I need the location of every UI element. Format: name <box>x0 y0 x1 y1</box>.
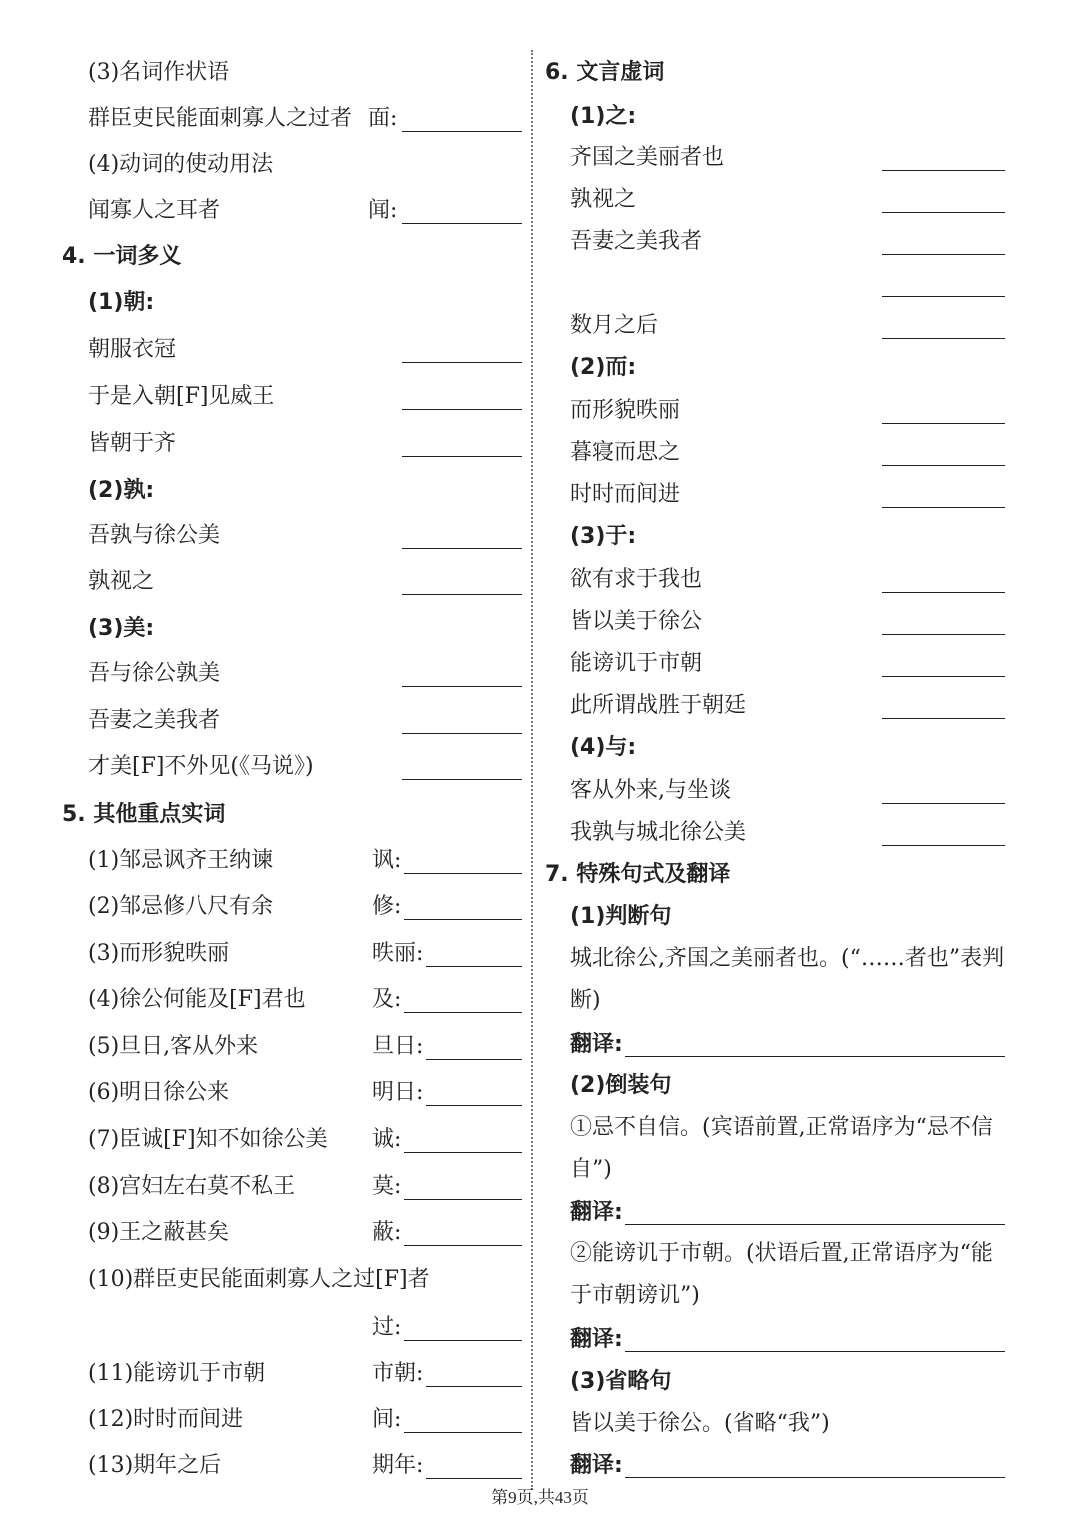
answer-blank[interactable] <box>402 686 522 687</box>
answer-blank[interactable] <box>882 254 1005 255</box>
s7-3-text: 皆以美于徐公。(省略“我”) <box>570 1411 830 1436</box>
s7-2-b-text: ②能谤讥于市朝。(状语后置,正常语序为“能于市朝谤讥”) <box>570 1241 993 1308</box>
list-item: (5)旦日,客从外来 <box>88 1034 259 1059</box>
word-label: 诚: <box>372 1127 402 1152</box>
answer-blank[interactable] <box>404 1245 522 1246</box>
s3-4-item: 闻寡人之耳者 <box>88 198 221 223</box>
answer-blank[interactable] <box>402 594 522 595</box>
list-item: 孰视之 <box>88 569 155 594</box>
list-item: 吾妻之美我者 <box>88 708 221 733</box>
list-item: 才美[F]不外见(《马说》) <box>88 754 314 779</box>
answer-blank[interactable] <box>402 548 522 549</box>
s6-4-title: (4)与: <box>570 735 637 760</box>
list-item: (11)能谤讥于市朝 <box>88 1361 266 1386</box>
answer-blank[interactable] <box>426 966 522 967</box>
answer-blank[interactable] <box>426 1478 522 1479</box>
list-item: 欲有求于我也 <box>570 567 703 592</box>
answer-blank[interactable] <box>882 212 1005 213</box>
section-5-title: 5. 其他重点实词 <box>62 802 226 827</box>
s7-1-text: 城北徐公,齐国之美丽者也。(“……者也”表判断) <box>570 946 1005 1013</box>
answer-blank[interactable] <box>402 409 522 410</box>
word-label: 明日: <box>372 1080 424 1105</box>
answer-blank[interactable] <box>882 170 1005 171</box>
section-7-title: 7. 特殊句式及翻译 <box>545 862 731 887</box>
list-item: (4)徐公何能及[F]君也 <box>88 987 306 1012</box>
list-item: 吾与徐公孰美 <box>88 661 221 686</box>
s6-2-title: (2)而: <box>570 355 637 380</box>
s7-1-title: (1)判断句 <box>570 904 672 929</box>
answer-blank[interactable] <box>882 338 1005 339</box>
answer-blank[interactable] <box>404 873 522 874</box>
s7-3-title: (3)省略句 <box>570 1369 672 1394</box>
answer-blank[interactable] <box>882 296 1005 297</box>
translate-label: 翻译: <box>570 1327 623 1352</box>
list-item: 于是入朝[F]见威王 <box>88 384 275 409</box>
answer-blank[interactable] <box>882 634 1005 635</box>
translate-label: 翻译: <box>570 1453 623 1478</box>
answer-blank[interactable] <box>882 803 1005 804</box>
list-item: 能谤讥于市朝 <box>570 651 703 676</box>
s3-3-item: 群臣吏民能面刺寡人之过者 <box>88 106 353 131</box>
answer-blank[interactable] <box>426 1386 522 1387</box>
column-divider <box>531 50 533 1490</box>
answer-blank[interactable] <box>882 718 1005 719</box>
translate-label: 翻译: <box>570 1200 623 1225</box>
s3-3-title: (3)名词作状语 <box>88 60 230 85</box>
s6-1-title: (1)之: <box>570 104 637 129</box>
s4-2-title: (2)孰: <box>88 478 155 503</box>
translate-label: 翻译: <box>570 1032 623 1057</box>
s3-3-label: 面: <box>368 106 398 131</box>
list-item: (3)而形貌昳丽 <box>88 941 230 966</box>
answer-blank[interactable] <box>882 507 1005 508</box>
word-label: 讽: <box>372 848 402 873</box>
list-item: (8)宫妇左右莫不私王 <box>88 1174 296 1199</box>
answer-blank[interactable] <box>404 1432 522 1433</box>
word-label: 昳丽: <box>372 941 424 966</box>
translation-blank[interactable] <box>625 1056 1005 1057</box>
list-item: 齐国之美丽者也 <box>570 145 725 170</box>
list-item: 时时而间进 <box>570 482 681 507</box>
list-item: (10)群臣吏民能面刺寡人之过[F]者 <box>88 1267 430 1292</box>
answer-blank[interactable] <box>402 223 522 224</box>
translation-blank[interactable] <box>625 1224 1005 1225</box>
list-item: 孰视之 <box>570 187 637 212</box>
s7-2-title: (2)倒装句 <box>570 1073 672 1098</box>
section-4-title: 4. 一词多义 <box>62 244 182 269</box>
answer-blank[interactable] <box>882 592 1005 593</box>
answer-blank[interactable] <box>402 733 522 734</box>
list-item: 此所谓战胜于朝廷 <box>570 693 747 718</box>
list-item: 我孰与城北徐公美 <box>570 820 747 845</box>
s4-3-title: (3)美: <box>88 616 155 641</box>
word-label: 修: <box>372 894 402 919</box>
list-item: 客从外来,与坐谈 <box>570 778 731 803</box>
word-label: 过: <box>372 1315 402 1340</box>
answer-blank[interactable] <box>402 131 522 132</box>
list-item: (13)期年之后 <box>88 1453 222 1478</box>
answer-blank[interactable] <box>404 1152 522 1153</box>
list-item: 暮寝而思之 <box>570 440 681 465</box>
section-6-title: 6. 文言虚词 <box>545 60 665 85</box>
answer-blank[interactable] <box>402 456 522 457</box>
list-item: (6)明日徐公来 <box>88 1080 230 1105</box>
list-item: 朝服衣冠 <box>88 337 177 362</box>
answer-blank[interactable] <box>882 676 1005 677</box>
s6-3-title: (3)于: <box>570 524 637 549</box>
list-item: 数月之后 <box>570 313 659 338</box>
s3-4-label: 闻: <box>368 198 398 223</box>
s4-1-title: (1)朝: <box>88 290 155 315</box>
answer-blank[interactable] <box>404 919 522 920</box>
answer-blank[interactable] <box>426 1105 522 1106</box>
answer-blank[interactable] <box>404 1199 522 1200</box>
list-item: (12)时时而间进 <box>88 1407 244 1432</box>
answer-blank[interactable] <box>402 362 522 363</box>
list-item: 皆以美于徐公 <box>570 609 703 634</box>
answer-blank[interactable] <box>404 1340 522 1341</box>
answer-blank[interactable] <box>404 1012 522 1013</box>
word-label: 莫: <box>372 1174 402 1199</box>
answer-blank[interactable] <box>882 465 1005 466</box>
word-label: 旦日: <box>372 1034 424 1059</box>
list-item: (9)王之蔽甚矣 <box>88 1220 230 1245</box>
list-item: (7)臣诚[F]知不如徐公美 <box>88 1127 328 1152</box>
answer-blank[interactable] <box>402 779 522 780</box>
list-item: 而形貌昳丽 <box>570 398 681 423</box>
translation-blank[interactable] <box>625 1351 1005 1352</box>
answer-blank[interactable] <box>882 423 1005 424</box>
answer-blank[interactable] <box>426 1059 522 1060</box>
s3-4-title: (4)动词的使动用法 <box>88 152 274 177</box>
word-label: 间: <box>372 1407 402 1432</box>
s7-2-a-text: ①忌不自信。(宾语前置,正常语序为“忌不信自”) <box>570 1115 993 1182</box>
list-item: (1)邹忌讽齐王纳谏 <box>88 848 274 873</box>
word-label: 及: <box>372 987 402 1012</box>
word-label: 市朝: <box>372 1361 424 1386</box>
answer-blank[interactable] <box>882 845 1005 846</box>
list-item: (2)邹忌修八尺有余 <box>88 894 274 919</box>
word-label: 蔽: <box>372 1220 402 1245</box>
translation-blank[interactable] <box>625 1477 1005 1478</box>
list-item: 吾妻之美我者 <box>570 229 703 254</box>
list-item: 吾孰与徐公美 <box>88 523 221 548</box>
page-number: 第9页,共43页 <box>491 1488 589 1507</box>
list-item: 皆朝于齐 <box>88 431 177 456</box>
word-label: 期年: <box>372 1453 424 1478</box>
